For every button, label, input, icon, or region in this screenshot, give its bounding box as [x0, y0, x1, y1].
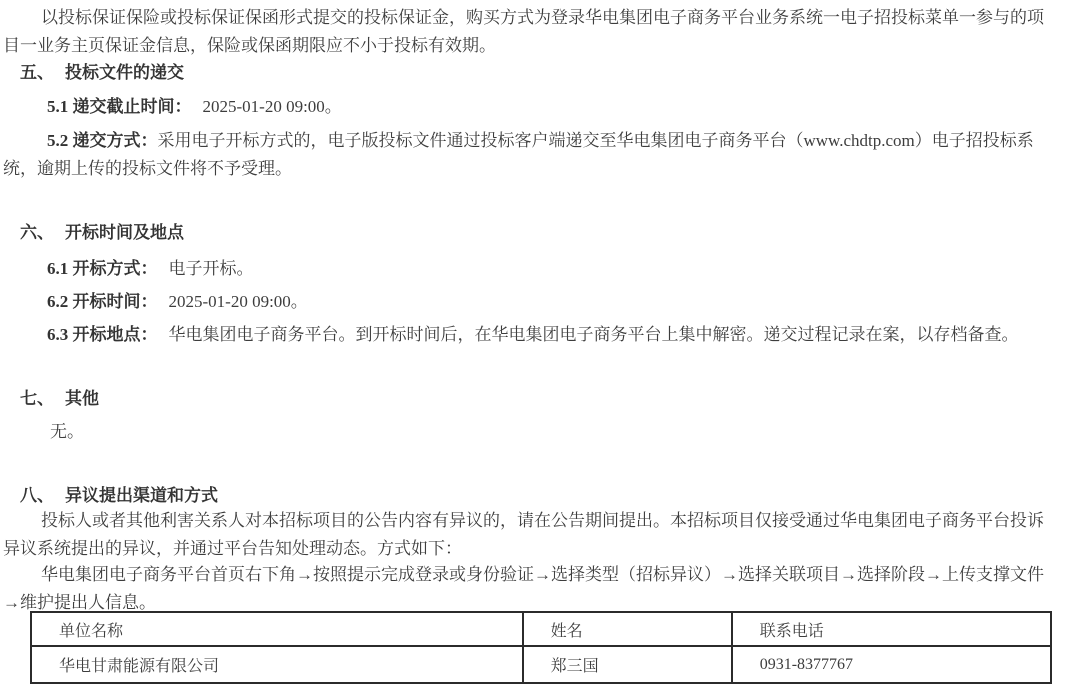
section-5-heading [3, 59, 1055, 87]
item-6-1-value: 电子开标。 [168, 259, 254, 278]
section-6-title: 开标时间及地点 [65, 223, 184, 242]
intro-paragraph: 以投标保证保险或投标保证保函形式提交的投标保证金，购买方式为登录华电集团电子商务平台业务系统一电子招投标菜单一参与的项目一业务主页保证金信息，保险或保函期限应不小于投标有效期。 [3, 8, 1044, 55]
table-cell-company: 华电甘肃能源有限公司 [31, 646, 523, 683]
section-8-title: 异议提出渠道和方式 [65, 486, 218, 505]
section-8-heading [3, 482, 1055, 510]
item-6-2-value: 2025-01-20 09:00。 [168, 292, 308, 311]
item-5-1 [3, 93, 1055, 121]
table-header-name: 姓名 [523, 612, 732, 646]
item-6-3-value: 华电集团电子商务平台。到开标时间后，在华电集团电子商务平台上集中解密。递交过程记录在案，以存档备查。 [168, 325, 1019, 344]
item-6-3-label: 6.3 开标地点： [47, 325, 158, 344]
table-header-company: 单位名称 [31, 612, 523, 646]
item-6-3 [3, 321, 1055, 349]
table-row [31, 646, 1051, 683]
section-5-title: 投标文件的递交 [65, 63, 184, 82]
section-7-title: 其他 [65, 389, 99, 408]
item-6-2-label: 6.2 开标时间： [47, 292, 158, 311]
section-8-paragraph-1: 投标人或者其他利害关系人对本招标项目的公告内容有异议的，请在公告期间提出。本招标项目仅接受通过华电集团电子商务平台投诉异议系统提出的异议，并通过平台告知处理动态。方式如下： [3, 511, 1044, 558]
contact-table-header-row [31, 612, 1051, 646]
section-7-heading [3, 385, 1055, 413]
section-6-number: 六、 [20, 223, 54, 242]
section-6-heading [3, 219, 1055, 247]
item-5-1-value: 2025-01-20 09:00。 [202, 97, 342, 116]
item-5-2-value: 采用电子开标方式的，电子版投标文件通过投标客户端递交至华电集团电子商务平台（www.chdtp.com）电子招投标系统，逾期上传的投标文件将不予受理。 [3, 131, 1034, 178]
item-5-2-label: 5.2 递交方式： [47, 131, 158, 150]
item-6-2 [3, 288, 1055, 316]
contact-table [30, 611, 1052, 684]
item-6-1-label: 6.1 开标方式： [47, 259, 158, 278]
table-header-phone: 联系电话 [732, 612, 1051, 646]
section-8-paragraph-2: 华电集团电子商务平台首页右下角→按照提示完成登录或身份验证→选择类型（招标异议）→选择关联项目→选择阶段→上传支撑文件→维护提出人信息。 [3, 565, 1044, 612]
table-cell-name: 郑三国 [523, 646, 732, 683]
section-7-number: 七、 [20, 389, 54, 408]
table-cell-phone: 0931-8377767 [732, 646, 1051, 683]
section-7-body: 无。 [50, 422, 84, 441]
section-8-number: 八、 [20, 486, 54, 505]
item-6-1 [3, 255, 1055, 283]
item-5-2 [3, 127, 1055, 183]
section-5-number: 五、 [20, 63, 54, 82]
item-5-1-label: 5.1 递交截止时间： [47, 97, 192, 116]
